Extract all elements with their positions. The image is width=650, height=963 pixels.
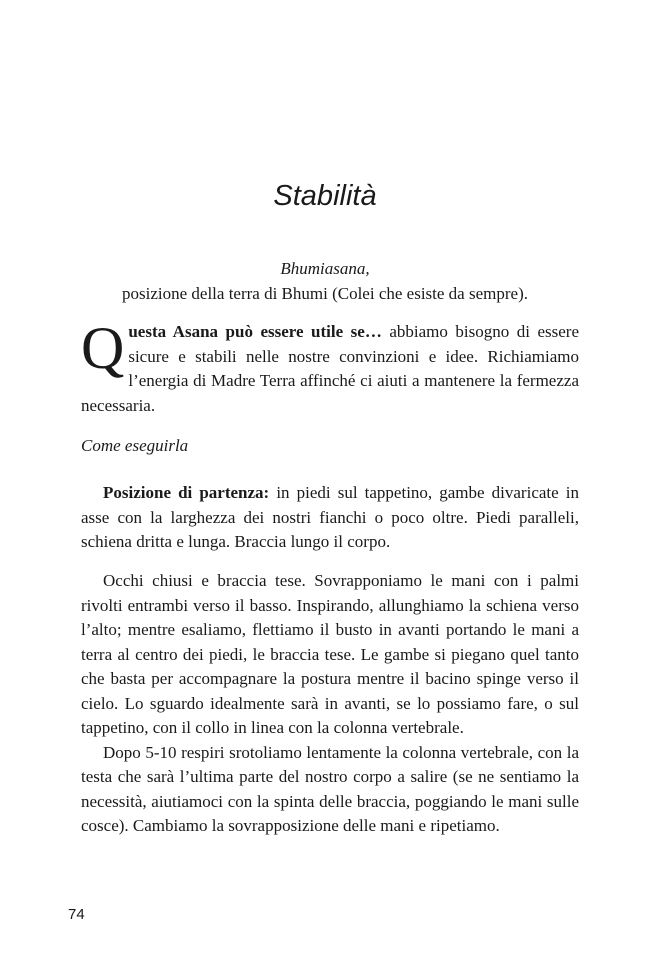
starting-position-paragraph — [81, 481, 579, 555]
asana-description: posizione della terra di Bhumi (Colei che esiste da sempre). — [122, 284, 528, 303]
drop-cap: Q — [81, 315, 125, 381]
asana-subtitle — [60, 256, 590, 306]
section-label: Come eseguirla — [81, 436, 189, 455]
intro-lead: uesta Asana può essere utile se… — [128, 322, 382, 341]
asana-name: Bhumiasana, — [280, 259, 370, 278]
intro-text: abbiamo bisogno di essere sicure e stabili nelle nostre convinzioni e idee. Richiamiamo l’energia di Madre Terra affinché ci aiuti a mantenere la fermezza necessaria. — [81, 322, 579, 415]
page-number: 74 — [68, 906, 85, 923]
starting-position-lead: Posizione di partenza: — [103, 483, 270, 502]
chapter-title: Stabilità — [273, 180, 377, 212]
intro-paragraph — [81, 315, 579, 418]
execution-paragraph-2: Dopo 5-10 respiri srotoliamo lentamente la colonna vertebrale, con la testa che sarà l’ultima parte del nostro corpo a salire (se ne sentiamo la necessità, aiutiamoci con la spinta delle braccia, poggiando le mani sulle cosce). Cambiamo la sovrapposizione delle mani e ripetiamo. — [81, 742, 579, 835]
execution-block — [81, 569, 579, 839]
starting-position-text: in piedi sul tappetino, gambe divaricate in asse con la larghezza dei nostri fianchi o poco oltre. Piedi paralleli, schiena dritta e lunga. Braccia lungo il corpo. — [81, 483, 579, 551]
execution-paragraph-1: Occhi chiusi e braccia tese. Sovrapponiamo le mani con i palmi rivolti entrambi verso il basso. Inspirando, allunghiamo la schiena verso l’alto; mentre esaliamo, flettiamo il busto in avanti portando le mani a terra al centro dei piedi, le braccia tese. Le gambe si piegano quel tanto che basta per accompagnare la postura mentre il bacino spinge verso il cielo. Lo sguardo idealmente sarà in avanti, se lo possiamo fare, o sul tappetino, con il collo in linea con la colonna vertebrale. — [81, 571, 579, 737]
